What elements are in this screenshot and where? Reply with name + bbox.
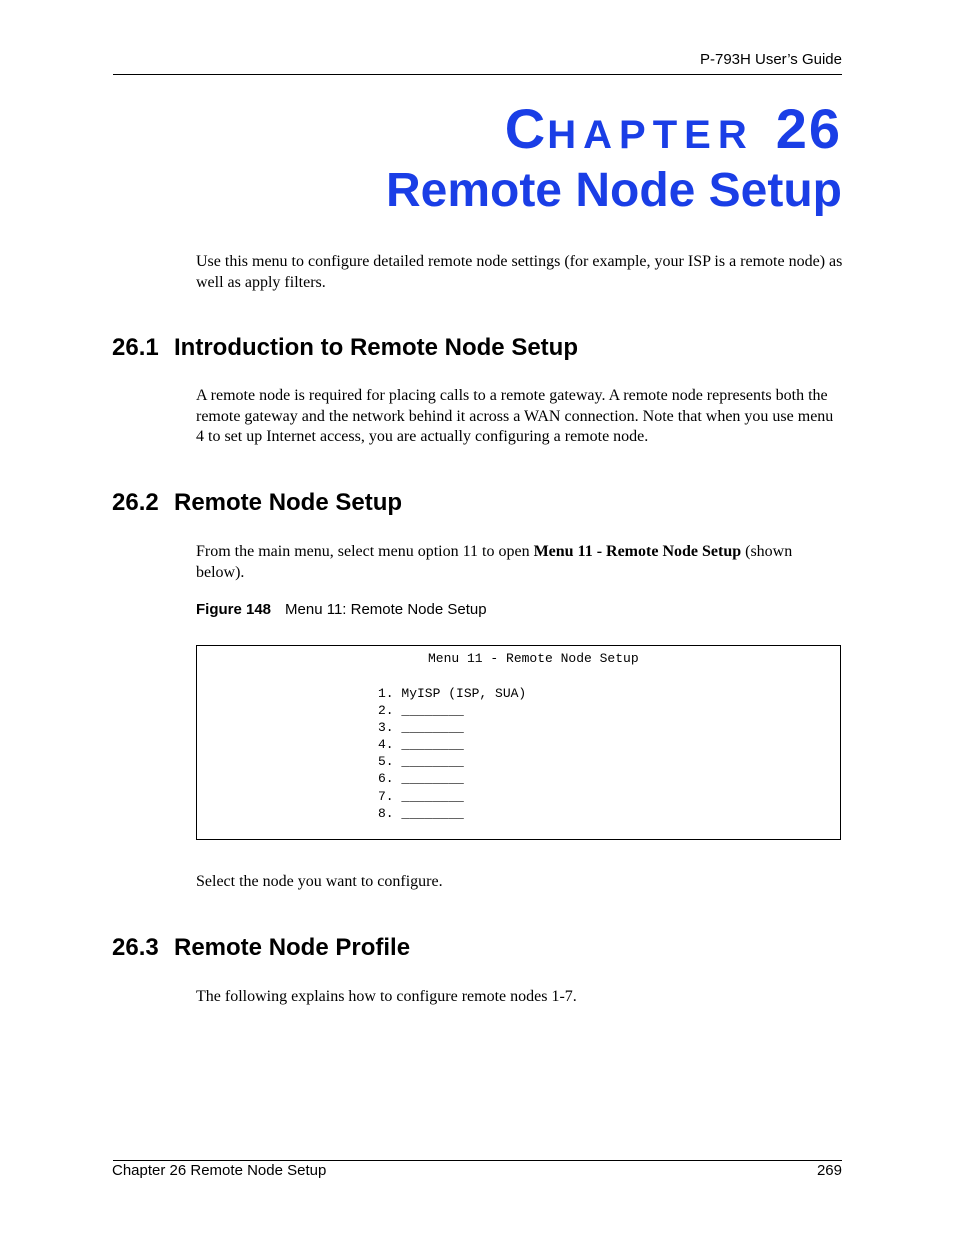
header-guide-title: P-793H User’s Guide — [699, 51, 842, 68]
section-26-1-body: A remote node is required for placing calls to a remote gateway. A remote node represents both the remote gateway and the network behind it across a WAN connection. Note that when you use menu 4 to set up Internet access, you are actually configuring a remote node. — [196, 387, 834, 445]
section-heading-26-3 — [112, 934, 410, 962]
footer-page-number: 269 — [816, 1162, 842, 1179]
section-title: Introduction to Remote Node Setup — [174, 334, 578, 361]
remote-node-list — [378, 685, 526, 822]
after-figure-text: Select the node you want to configure. — [196, 873, 443, 890]
menu-item: 2. ________ — [378, 703, 464, 719]
chapter-word-initial: C — [504, 97, 548, 160]
section-26-3-body: The following explains how to configure remote nodes 1-7. — [196, 988, 577, 1005]
menu-title: Menu 11 - Remote Node Setup — [428, 651, 639, 666]
section-26-2-body — [196, 542, 844, 583]
menu-item: 8. ________ — [378, 805, 464, 821]
body-text: (shown below). — [196, 543, 793, 581]
section-heading-26-2 — [112, 489, 402, 517]
figure-caption-text: Menu 11: Remote Node Setup — [285, 601, 487, 618]
intro-paragraph: Use this menu to configure detailed remote node settings (for example, your ISP is a remote node) as well as apply filters. — [196, 253, 843, 291]
menu-screen-box — [196, 645, 841, 840]
chapter-number: 26 — [775, 97, 842, 160]
chapter-word-rest: HAPTER — [547, 113, 754, 157]
menu-item: 5. ________ — [378, 754, 464, 770]
footer-rule — [113, 1160, 842, 1161]
chapter-title: Remote Node Setup — [385, 164, 842, 217]
header-rule — [113, 74, 842, 75]
section-heading-26-1 — [112, 334, 578, 362]
menu-reference: Menu 11 - Remote Node Setup — [533, 543, 742, 560]
menu-item: 7. ________ — [378, 788, 464, 804]
section-title: Remote Node Profile — [174, 934, 411, 961]
section-title: Remote Node Setup — [174, 489, 403, 516]
menu-item: 3. ________ — [378, 720, 464, 736]
section-number: 26.3 — [112, 934, 159, 961]
footer-chapter-label: Chapter 26 Remote Node Setup — [112, 1162, 327, 1179]
menu-item: 6. ________ — [378, 771, 464, 787]
menu-item: 1. MyISP (ISP, SUA) — [378, 686, 527, 701]
figure-caption — [196, 601, 487, 618]
section-number: 26.2 — [112, 489, 159, 516]
figure-label: Figure 148 — [196, 601, 272, 618]
section-number: 26.1 — [112, 334, 159, 361]
chapter-heading — [505, 96, 842, 161]
menu-item: 4. ________ — [378, 737, 464, 753]
body-text: From the main menu, select menu option 11 to open — [196, 543, 534, 560]
